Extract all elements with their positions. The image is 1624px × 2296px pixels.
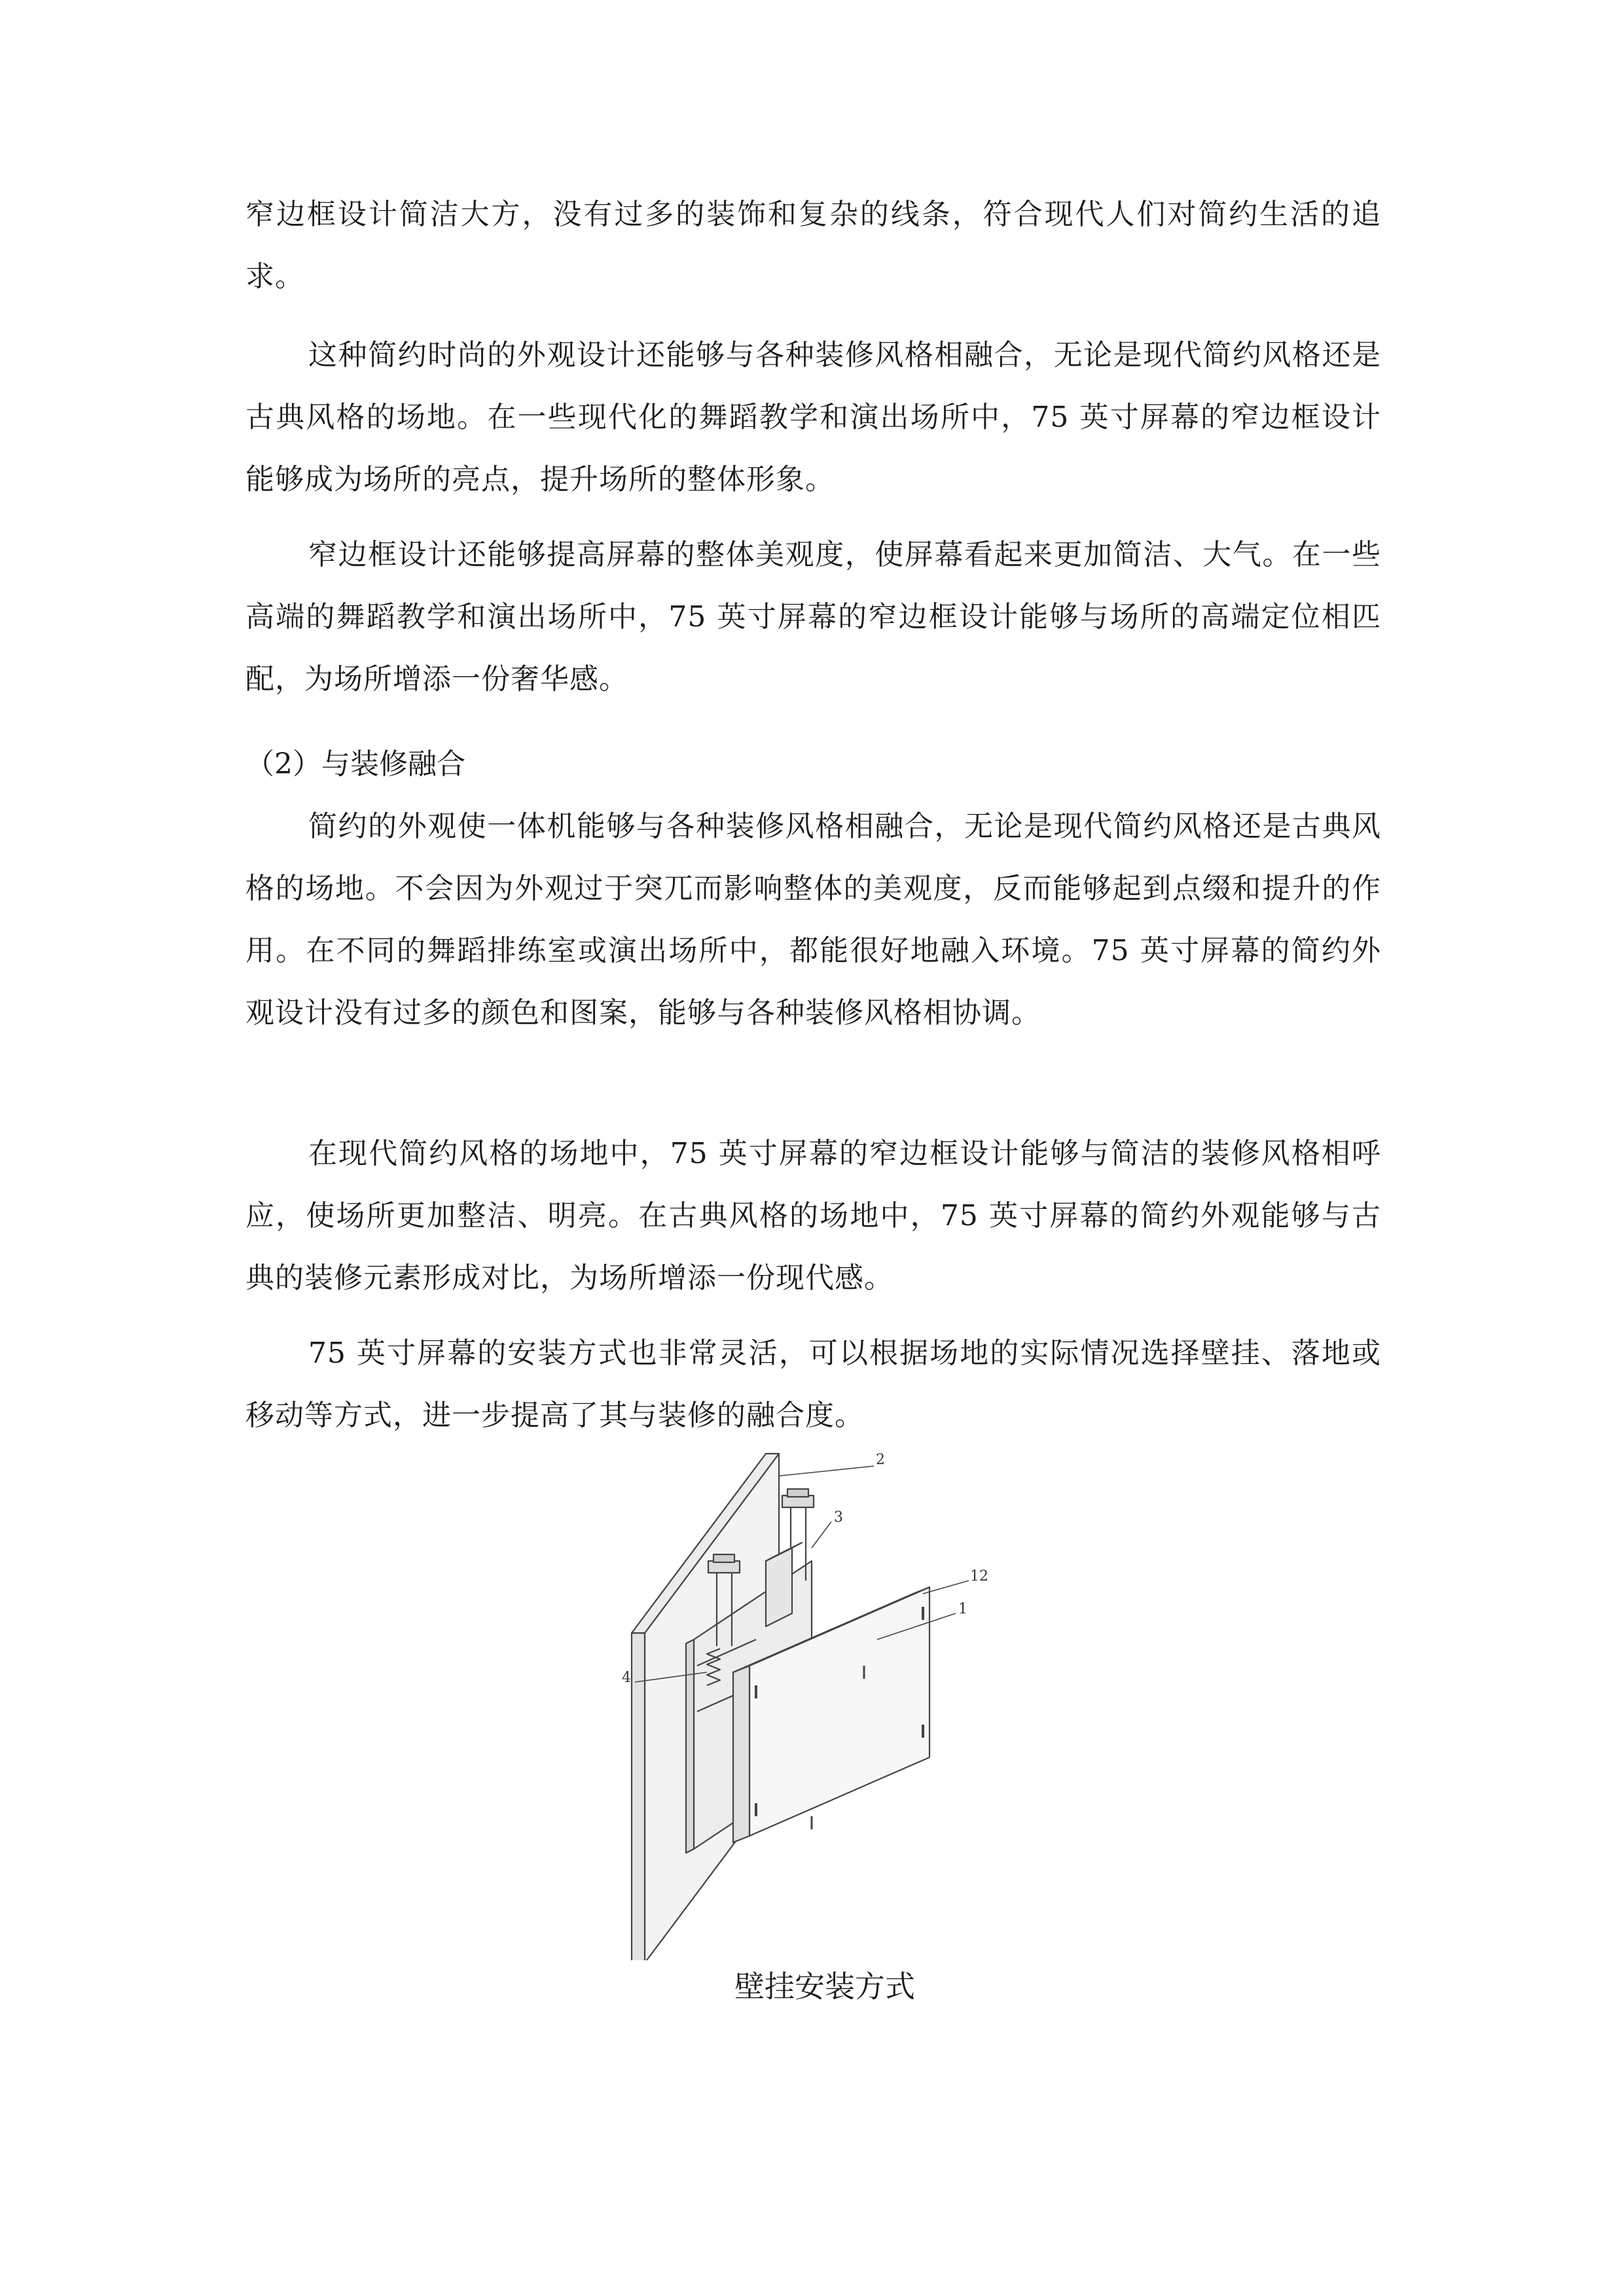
- figure-caption: 壁挂安装方式: [734, 1969, 915, 2004]
- paragraph-4: 简约的外观使一体机能够与各种装修风格相融合，无论是现代简约风格还是古典风格的场地。不会因为外观过于突兀而影响整体的美观度，反而能够起到点缀和提升的作用。在不同的舞蹈排练室或演出场所中，都能很好地融入环境。75 英寸屏幕的简约外观设计没有过多的颜色和图案，能够与各种装修风格相协调。: [245, 810, 1381, 1030]
- figure-label-3: 3: [834, 1509, 843, 1526]
- figure-label-2: 2: [876, 1452, 885, 1468]
- paragraph-5: 在现代简约风格的场地中，75 英寸屏幕的窄边框设计能够与简洁的装修风格相呼应，使场所更加整洁、明亮。在古典风格的场地中，75 英寸屏幕的简约外观能够与古典的装修元素形成对比，为场所增添一份现代感。: [245, 1137, 1381, 1295]
- figure-label-12: 12: [970, 1568, 988, 1585]
- paragraph-2: 这种简约时尚的外观设计还能够与各种装修风格相融合，无论是现代简约风格还是古典风格的场地。在一些现代化的舞蹈教学和演出场所中，75 英寸屏幕的窄边框设计能够成为场所的亮点，提升场所的整体形象。: [245, 338, 1381, 496]
- wall-mount-diagram: [615, 1450, 1034, 1960]
- wall-mount-figure: [615, 1450, 1034, 1960]
- figure-label-4: 4: [622, 1670, 631, 1686]
- section-heading: （2）与装修融合: [245, 747, 465, 781]
- paragraph-3: 窄边框设计还能够提高屏幕的整体美观度，使屏幕看起来更加简洁、大气。在一些高端的舞蹈教学和演出场所中，75 英寸屏幕的窄边框设计能够与场所的高端定位相匹配，为场所增添一份奢华感。: [245, 538, 1381, 696]
- paragraph-6: 75 英寸屏幕的安装方式也非常灵活，可以根据场地的实际情况选择壁挂、落地或移动等方式，进一步提高了其与装修的融合度。: [245, 1336, 1381, 1432]
- figure-label-1: 1: [958, 1601, 967, 1617]
- paragraph-1: 窄边框设计简洁大方，没有过多的装饰和复杂的线条，符合现代人们对简约生活的追求。: [245, 198, 1381, 293]
